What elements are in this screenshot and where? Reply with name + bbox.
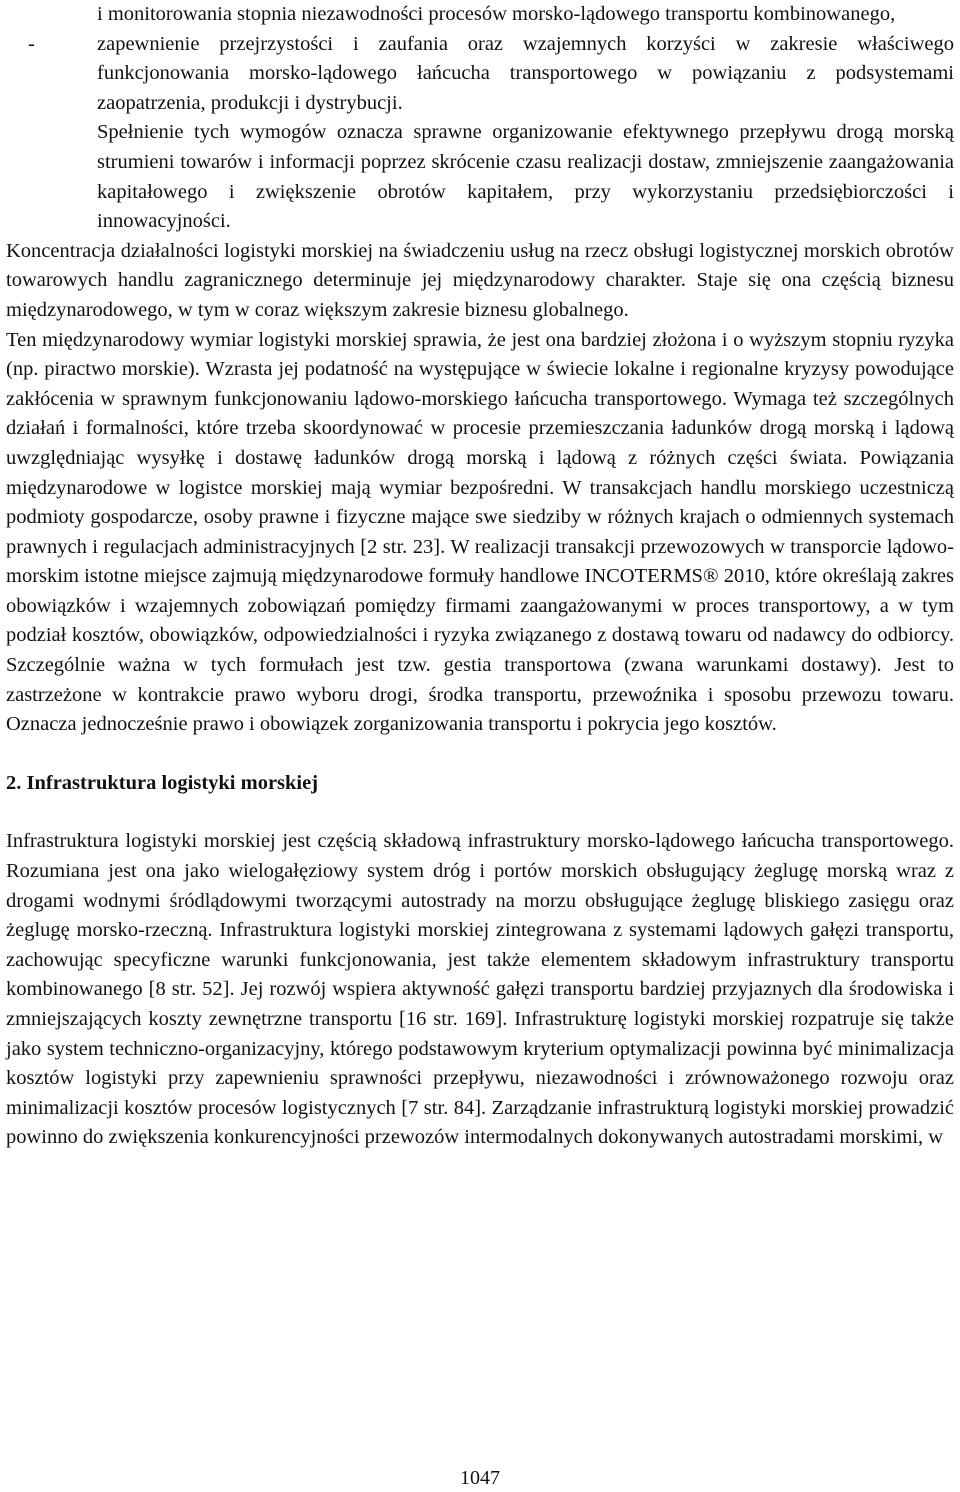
section-heading: 2. Infrastruktura logistyki morskiej (6, 771, 319, 794)
list-item (6, 30, 954, 119)
list-dash: - (28, 32, 35, 55)
section-body-paragraph: Infrastruktura logistyki morskiej jest częścią składową infrastruktury morsko-lądowego łańcucha transportowego. Rozumiana jest ona jako wielogałęziowy system dróg i portów morskich obsługujący żeglugę morską wraz z drogami wodnymi śródlądowymi tworzącymi autostrady na morzu obsługujące żeglugę bliskiego zasięgu oraz żeglugę morsko-rzeczną. Infrastruktura logistyki morskiej zintegrowana z systemami lądowych gałęzi transportu, zachowując specyficzne warunki funkcjonowania, jest także elementem składowym infrastruktury transportu kombinowanego [8 str. 52]. Jej rozwój wspiera aktywność gałęzi transportu bardziej przyjaznych dla środowiska i zmniejszających koszty zewnętrzne transportu [16 str. 169]. Infrastrukturę logistyki morskiej rozpatruje się także jako system techniczno-organizacyjny, którego podstawowym kryterium optymalizacji powinna być minimalizacja kosztów logistyki przy zapewnieniu sprawności przepływu, niezawodności i zrównoważonego rozwoju oraz minimalizacji kosztów procesów logistycznych [7 str. 84]. Zarządzanie infrastrukturą logistyki morskiej prowadzić powinno do zwiększenia konkurencyjności przewozów intermodalnych dokonywanych autostradami morskimi, w (6, 830, 954, 1149)
list-summary-paragraph: Spełnienie tych wymogów oznacza sprawne organizowanie efektywnego przepływu drogą morską strumieni towarów i informacji poprzez skrócenie czasu realizacji dostaw, zmniejszenie zaangażowania kapitałowego i zwiększenie obrotów kapitałem, przy wykorzystaniu przedsiębiorczości i innowacyjności. (97, 121, 954, 233)
list-item-text: zapewnienie przejrzystości i zaufania oraz wzajemnych korzyści w zakresie właściwego funkcjonowania morsko-lądowego łańcucha transportowego w powiązaniu z podsystemami zaopatrzenia, produkcji i dystrybucji. (97, 32, 954, 114)
body-paragraph: Ten międzynarodowy wymiar logistyki morskiej sprawia, że jest ona bardziej złożona i o wyższym stopniu ryzyka (np. piractwo morskie). Wzrasta jej podatność na występujące w świecie lokalne i regionalne kryzysy powodujące zakłócenia w sprawnym funkcjonowaniu lądowo-morskiego łańcucha transportowego. Wymaga też szczególnych działań i formalności, które trzeba skoordynować w procesie przemieszczania ładunków drogą morską i lądową uwzględniając wysyłkę i dostawę ładunków drogą morską i lądową z różnych części świata. Powiązania międzynarodowe w logistce morskiej mają wymiar bezpośredni. W transakcjach handlu morskiego uczestniczą podmioty gospodarcze, osoby prawne i fizyczne mające swe siedziby w różnych krajach o odmiennych systemach prawnych i regulacjach administracyjnych [2 str. 23]. W realizacji transakcji przewozowych w transporcie lądowo-morskim istotne miejsce zajmują międzynarodowe formuły handlowe INCOTERMS® 2010, które określają zakres obowiązków i wzajemnych zobowiązań pomiędzy firmami zaangażowanymi w proces transportowy, a w tym podział kosztów, obowiązków, odpowiedzialności i ryzyka związanego z dostawą towaru od nadawcy do odbiorcy. Szczególnie ważna w tych formułach jest tzw. gestia transportowa (zwana warunkami dostawy). Jest to zastrzeżone w kontrakcie prawo wyboru drogi, środka transportu, przewoźnika i sposobu przewozu towaru. Oznacza jednocześnie prawo i obowiązek zorganizowania transportu i pokrycia jego kosztów. (6, 328, 954, 736)
list-item-continuation: i monitorowania stopnia niezawodności procesów morsko-lądowego transportu kombinowanego, (97, 3, 896, 25)
page-number: 1047 (460, 1467, 500, 1489)
document-page (6, 0, 954, 1153)
body-paragraph: Koncentracja działalności logistyki morskiej na świadczeniu usług na rzecz obsługi logistycznej morskich obrotów towarowych handlu zagranicznego determinuje jej międzynarodowy charakter. Staje się ona częścią biznesu międzynarodowego, w tym w coraz większym zakresie biznesu globalnego. (6, 239, 954, 321)
